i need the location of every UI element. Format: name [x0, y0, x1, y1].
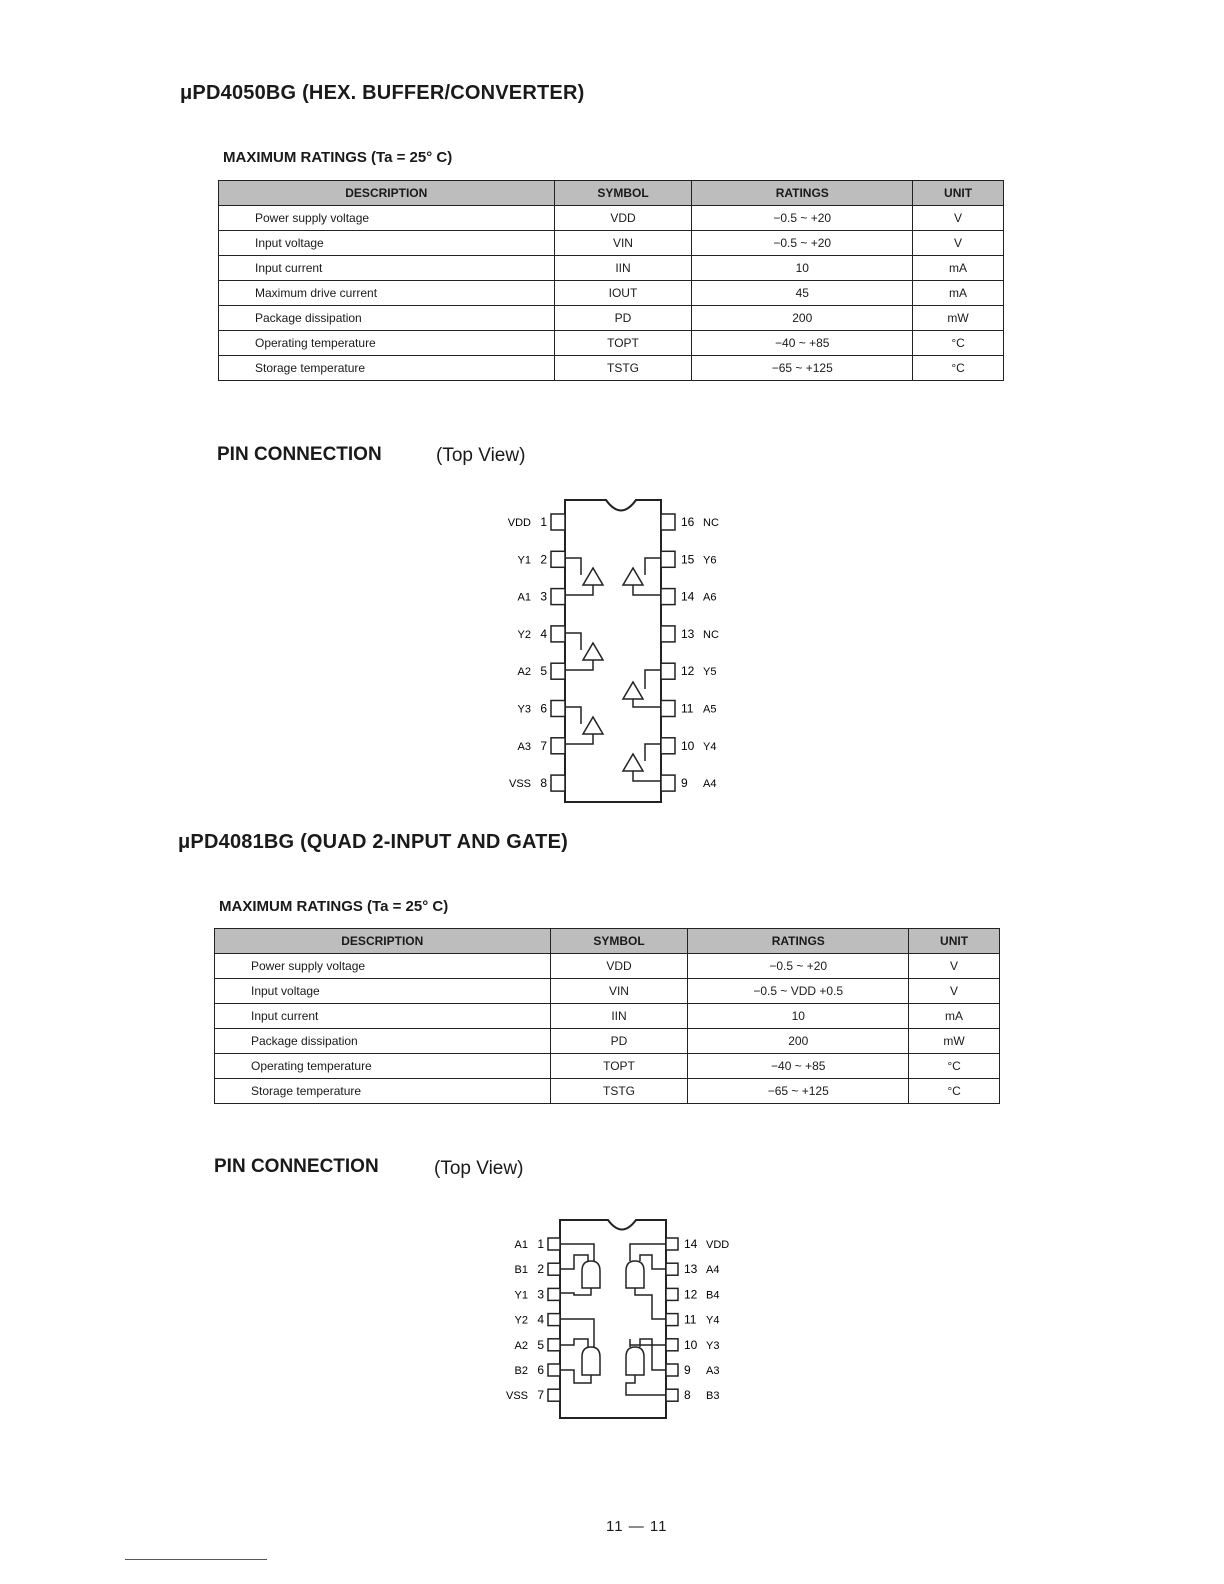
row-description: Package dissipation: [215, 1029, 551, 1054]
row-symbol: TOPT: [554, 331, 692, 356]
pin-label: Y3: [517, 703, 531, 716]
and-gate-4: [626, 1261, 644, 1288]
table-row: [215, 979, 1000, 1004]
pin-number: 15: [681, 552, 695, 567]
pin-label: B4: [706, 1289, 720, 1302]
pin-box-left: [551, 589, 565, 605]
row-symbol: TSTG: [550, 1079, 688, 1104]
section1-pin-title: PIN CONNECTION: [217, 444, 382, 465]
row-unit: mA: [913, 281, 1004, 306]
pin-label: A4: [706, 1264, 720, 1277]
and-wire-2: [560, 1319, 594, 1383]
pin-label: A3: [517, 740, 531, 753]
pin-label: A1: [514, 1239, 528, 1251]
pin-number: 1: [540, 515, 547, 529]
section1-title: μPD4050BG (HEX. BUFFER/CONVERTER): [180, 82, 585, 104]
pin-number: 2: [540, 552, 547, 567]
pin-number: 7: [540, 738, 547, 753]
pin-label: B2: [514, 1365, 528, 1377]
pin-label: NC: [703, 628, 719, 641]
row-symbol: PD: [554, 306, 692, 331]
section2-ratings-title: MAXIMUM RATINGS (Ta = 25° C): [219, 898, 449, 915]
pin-label: NC: [703, 517, 719, 529]
row-rating: −40 ~ +85: [692, 331, 913, 356]
pin-number: 9: [684, 1363, 691, 1377]
row-unit: V: [913, 231, 1004, 256]
pin-label: Y1: [514, 1289, 528, 1302]
pin-number: 7: [537, 1388, 544, 1403]
table-row: [219, 231, 1004, 256]
header-ratings: RATINGS: [692, 181, 913, 206]
pin-number: 13: [681, 626, 695, 641]
pin-number: 13: [684, 1262, 698, 1277]
pin-label: VSS: [508, 778, 531, 791]
table-header-row: [219, 181, 1004, 206]
row-symbol: IIN: [554, 256, 692, 281]
pin-number: 8: [540, 776, 547, 791]
row-unit: mA: [909, 1004, 1000, 1029]
section2-pin-view: (Top View): [434, 1158, 524, 1179]
header-description: DESCRIPTION: [215, 929, 551, 954]
pin-box-right: [666, 1288, 678, 1300]
row-description: Operating temperature: [215, 1054, 551, 1079]
table-row: [215, 954, 1000, 979]
buffer-gate-3: [583, 717, 603, 734]
pin-box-right: [661, 551, 675, 567]
pin-label: Y2: [514, 1314, 528, 1327]
pin-box-right: [666, 1389, 678, 1401]
header-symbol: SYMBOL: [554, 181, 692, 206]
pin-number: 16: [681, 515, 695, 529]
row-description: Power supply voltage: [219, 206, 555, 231]
pin-label: Y4: [706, 1314, 720, 1327]
ic-package-outline: [565, 500, 661, 802]
row-description: Storage temperature: [219, 356, 555, 381]
table-row: [215, 1029, 1000, 1054]
table-row: [215, 1004, 1000, 1029]
pin-label: A1: [517, 591, 531, 604]
section2-pin-title: PIN CONNECTION: [214, 1156, 379, 1177]
pin-box-right: [666, 1314, 678, 1326]
pin-box-left: [548, 1364, 560, 1376]
section1-pin-diagram: [490, 495, 750, 810]
row-symbol: VIN: [550, 979, 688, 1004]
header-unit: UNIT: [909, 929, 1000, 954]
row-rating: 200: [692, 306, 913, 331]
row-symbol: VDD: [554, 206, 692, 231]
buffer-gate-2: [583, 643, 603, 660]
row-unit: V: [913, 206, 1004, 231]
row-description: Input voltage: [219, 231, 555, 256]
table-row: [219, 306, 1004, 331]
row-description: Input current: [219, 256, 555, 281]
section2-pin-diagram: [490, 1215, 750, 1425]
pin-number: 12: [681, 664, 695, 679]
pin-label: Y4: [703, 740, 717, 753]
row-unit: °C: [913, 356, 1004, 381]
pin-number: 5: [537, 1337, 544, 1352]
row-unit: mW: [909, 1029, 1000, 1054]
row-rating: 45: [692, 281, 913, 306]
pin-box-right: [661, 663, 675, 679]
row-symbol: IOUT: [554, 281, 692, 306]
pin-box-right: [666, 1263, 678, 1275]
pin-number: 10: [684, 1337, 698, 1352]
pin-label: A2: [517, 666, 531, 679]
row-unit: °C: [909, 1054, 1000, 1079]
pin-box-left: [551, 775, 565, 791]
row-symbol: TOPT: [550, 1054, 688, 1079]
pin-label: VSS: [505, 1390, 528, 1403]
pin-number: 14: [684, 1237, 698, 1251]
row-description: Input current: [215, 1004, 551, 1029]
row-rating: 10: [692, 256, 913, 281]
pin-number: 2: [537, 1262, 544, 1277]
pin-box-left: [548, 1263, 560, 1275]
header-unit: UNIT: [913, 181, 1004, 206]
row-description: Operating temperature: [219, 331, 555, 356]
row-unit: °C: [909, 1079, 1000, 1104]
pin-box-right: [661, 775, 675, 791]
pin-box-right: [661, 626, 675, 642]
section2-title: μPD4081BG (QUAD 2-INPUT AND GATE): [178, 831, 568, 853]
table-row: [219, 256, 1004, 281]
row-unit: V: [909, 979, 1000, 1004]
buffer-gate-4: [623, 754, 643, 771]
table-row: [215, 1079, 1000, 1104]
table-header-row: [215, 929, 1000, 954]
row-symbol: VIN: [554, 231, 692, 256]
header-description: DESCRIPTION: [219, 181, 555, 206]
row-unit: V: [909, 954, 1000, 979]
and-wire-4: [630, 1244, 666, 1319]
row-description: Maximum drive current: [219, 281, 555, 306]
page-number: 11 — 11: [606, 1518, 668, 1535]
pin-label: Y2: [517, 628, 531, 641]
row-rating: 10: [688, 1004, 909, 1029]
pin-number: 10: [681, 738, 695, 753]
row-description: Storage temperature: [215, 1079, 551, 1104]
buffer-gate-6: [623, 568, 643, 585]
pin-number: 3: [537, 1287, 544, 1302]
row-unit: mW: [913, 306, 1004, 331]
pin-box-left: [548, 1389, 560, 1401]
row-description: Input voltage: [215, 979, 551, 1004]
pin-label: Y1: [517, 554, 531, 567]
row-rating: −0.5 ~ +20: [688, 954, 909, 979]
pin-label: A5: [703, 703, 717, 716]
header-symbol: SYMBOL: [550, 929, 688, 954]
pin-label: A2: [514, 1339, 528, 1352]
row-symbol: TSTG: [554, 356, 692, 381]
pin-label: A4: [703, 778, 717, 791]
table-row: [215, 1054, 1000, 1079]
row-rating: −65 ~ +125: [688, 1079, 909, 1104]
pin-box-right: [661, 738, 675, 754]
pin-number: 6: [540, 701, 547, 716]
pin-box-left: [551, 701, 565, 717]
pin-number: 14: [681, 589, 695, 604]
pin-box-left: [548, 1314, 560, 1326]
pin-box-right: [661, 589, 675, 605]
pin-box-right: [666, 1238, 678, 1250]
row-symbol: PD: [550, 1029, 688, 1054]
pin-box-left: [548, 1339, 560, 1351]
row-description: Power supply voltage: [215, 954, 551, 979]
pin-box-right: [666, 1364, 678, 1376]
pin-number: 3: [540, 589, 547, 604]
pin-label: Y5: [703, 666, 717, 679]
header-ratings: RATINGS: [688, 929, 909, 954]
pin-number: 11: [681, 701, 694, 716]
section1-ratings-table: [218, 180, 1004, 381]
table-row: [219, 206, 1004, 231]
row-rating: −40 ~ +85: [688, 1054, 909, 1079]
pin-number: 6: [537, 1363, 544, 1377]
pin-number: 4: [537, 1312, 544, 1327]
pin-label: VDD: [507, 517, 531, 529]
row-rating: −65 ~ +125: [692, 356, 913, 381]
pin-label: Y3: [706, 1339, 720, 1352]
pin-box-right: [666, 1339, 678, 1351]
pin-box-right: [661, 701, 675, 717]
pin-number: 1: [537, 1237, 544, 1251]
pin-label: B3: [706, 1390, 720, 1403]
pin-number: 5: [540, 664, 547, 679]
pin-box-left: [548, 1288, 560, 1300]
pin-label: Y6: [703, 554, 717, 567]
table-row: [219, 356, 1004, 381]
row-rating: −0.5 ~ +20: [692, 206, 913, 231]
and-gate-3: [626, 1347, 644, 1375]
pin-box-right: [661, 514, 675, 530]
row-unit: mA: [913, 256, 1004, 281]
and-gate-1: [582, 1261, 600, 1288]
pin-box-left: [551, 626, 565, 642]
pin-number: 9: [681, 776, 688, 791]
table-row: [219, 331, 1004, 356]
pin-number: 8: [684, 1388, 691, 1403]
pin-box-left: [551, 663, 565, 679]
row-description: Package dissipation: [219, 306, 555, 331]
buffer-gate-5: [623, 682, 643, 699]
pin-box-left: [551, 551, 565, 567]
pin-label: VDD: [706, 1239, 730, 1251]
pin-box-left: [551, 738, 565, 754]
section2-ratings-table: [214, 928, 1000, 1104]
row-rating: −0.5 ~ +20: [692, 231, 913, 256]
buffer-gate-1: [583, 568, 603, 585]
and-gate-2: [582, 1347, 600, 1375]
footer-rule: [125, 1559, 267, 1560]
row-rating: −0.5 ~ VDD +0.5: [688, 979, 909, 1004]
pin-label: A3: [706, 1365, 720, 1377]
row-symbol: VDD: [550, 954, 688, 979]
section1-ratings-title: MAXIMUM RATINGS (Ta = 25° C): [223, 149, 453, 166]
pin-label: B1: [514, 1264, 528, 1277]
pin-label: A6: [703, 591, 717, 604]
row-symbol: IIN: [550, 1004, 688, 1029]
pin-box-left: [551, 514, 565, 530]
table-row: [219, 281, 1004, 306]
pin-number: 12: [684, 1287, 698, 1302]
row-rating: 200: [688, 1029, 909, 1054]
pin-number: 11: [684, 1312, 697, 1327]
pin-number: 4: [540, 626, 547, 641]
section1-pin-view: (Top View): [436, 445, 526, 466]
row-unit: °C: [913, 331, 1004, 356]
pin-box-left: [548, 1238, 560, 1250]
